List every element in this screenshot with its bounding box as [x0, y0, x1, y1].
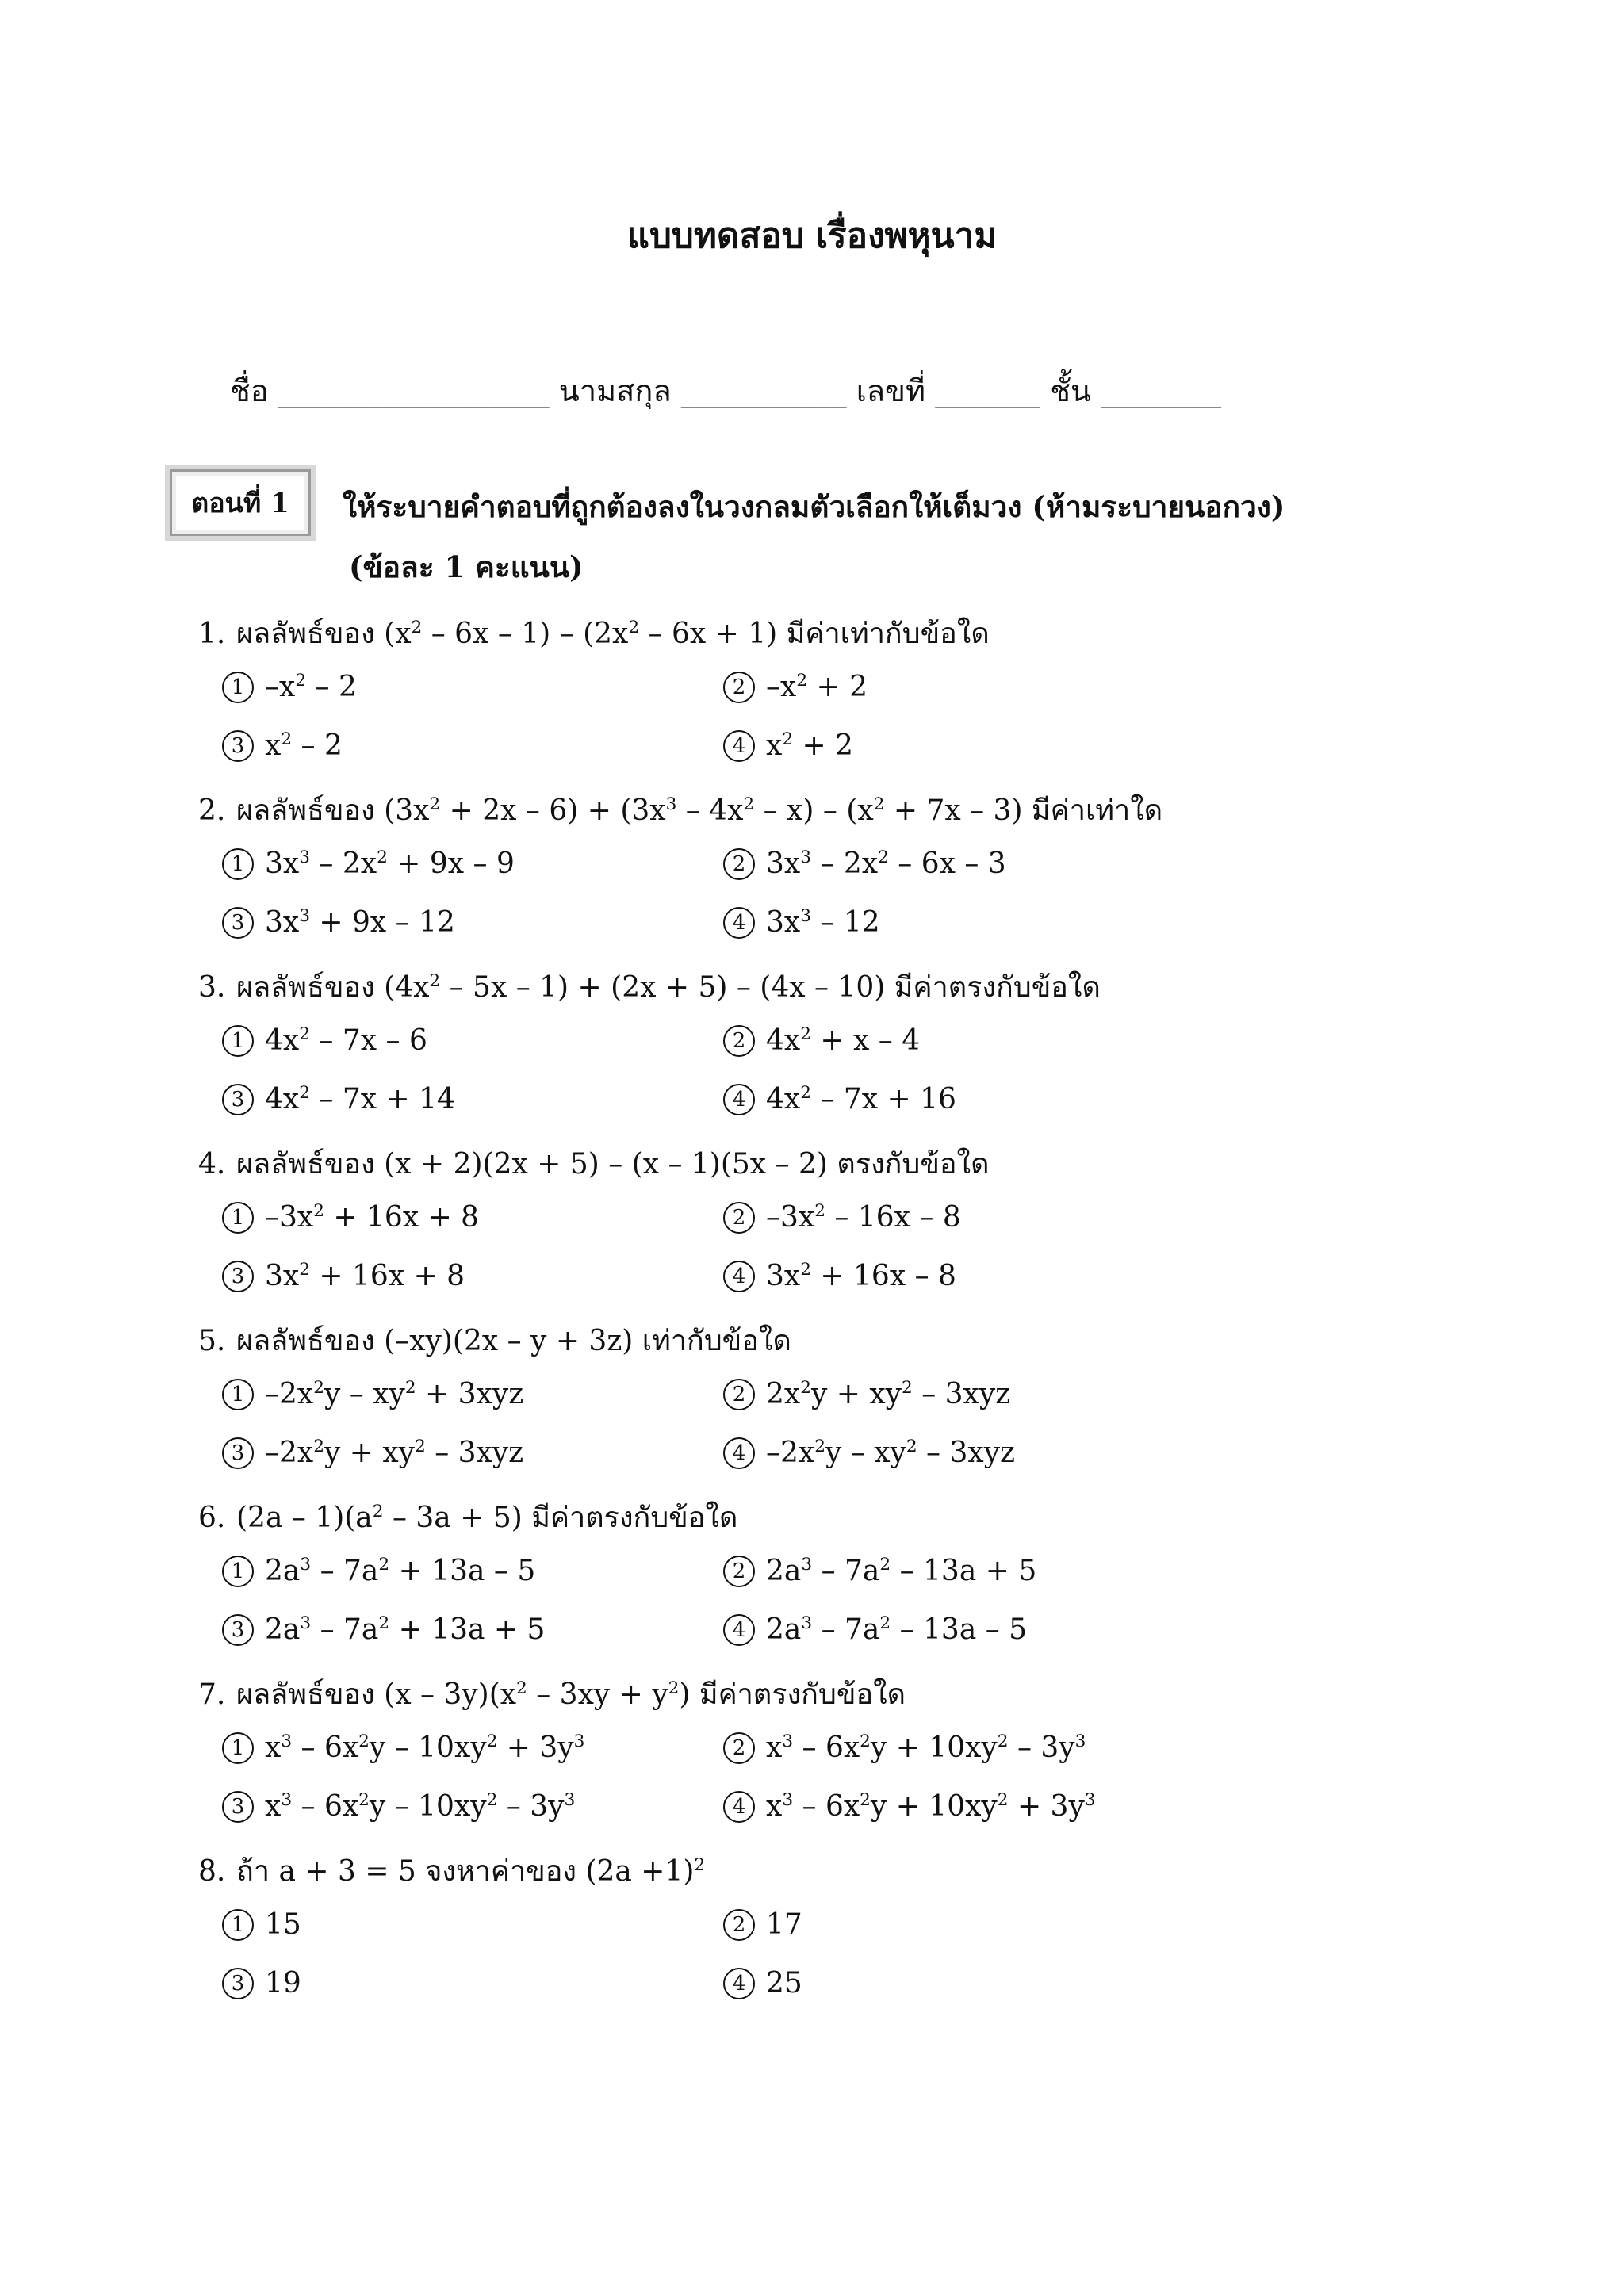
question-text: ผลลัพธ์ของ $(4x^2 - 5x - 1) + (2x + 5) - (4x - 10)$ มีค่าตรงกับข้อใด — [236, 971, 1101, 1004]
answer-bubble[interactable]: 2 — [723, 1732, 755, 1764]
choice-2-1[interactable] — [222, 848, 515, 880]
answer-bubble[interactable]: 1 — [222, 1202, 254, 1234]
answer-bubble[interactable]: 2 — [723, 1025, 755, 1057]
choice-1-4[interactable] — [723, 729, 853, 762]
choice-4-1[interactable] — [222, 1201, 479, 1234]
answer-bubble[interactable]: 1 — [222, 1025, 254, 1057]
choice-text: $-x^2 + 2$ — [766, 671, 868, 703]
choice-text: $2a^3 - 7a^2 + 13a + 5$ — [265, 1613, 546, 1646]
answer-bubble[interactable]: 2 — [723, 848, 755, 880]
choice-8-3[interactable] — [222, 1967, 301, 1999]
choice-text: $3x^3 - 2x^2 + 9x - 9$ — [265, 848, 515, 880]
choice-7-1[interactable] — [222, 1732, 584, 1764]
answer-bubble[interactable]: 2 — [723, 1379, 755, 1410]
choice-text: $4x^2 + x - 4$ — [766, 1024, 921, 1057]
answer-bubble[interactable]: 1 — [222, 1909, 254, 1941]
question-text: ถ้า a + 3 = 5 จงหาค่าของ $(2a +1)^2$ — [236, 1855, 706, 1888]
choice-text: $3x^2 + 16x + 8$ — [265, 1260, 465, 1292]
answer-bubble[interactable]: 2 — [723, 1556, 755, 1587]
choice-6-2[interactable] — [723, 1555, 1036, 1587]
answer-bubble[interactable]: 3 — [222, 730, 254, 762]
choice-text: $2x^2y + xy^2 - 3xyz$ — [766, 1378, 1011, 1410]
question-4 — [198, 1141, 990, 1186]
choice-1-2[interactable] — [723, 671, 868, 703]
choice-text: $4x^2 - 7x - 6$ — [265, 1024, 427, 1057]
choice-7-4[interactable] — [723, 1790, 1096, 1823]
choice-text: $-2x^2y + xy^2 - 3xyz$ — [265, 1437, 524, 1469]
choice-8-4[interactable] — [723, 1967, 802, 1999]
choice-text: 25 — [766, 1967, 802, 1999]
choice-text: $x^2 + 2$ — [766, 729, 854, 762]
choice-text: $3x^3 + 9x - 12$ — [265, 906, 455, 939]
answer-bubble[interactable]: 1 — [222, 672, 254, 703]
choice-text: $x^3 - 6x^2y + 10xy^2 + 3y^3$ — [766, 1790, 1096, 1823]
page-title: แบบทดสอบ เรื่องพหุนาม — [626, 216, 998, 256]
answer-bubble[interactable]: 3 — [222, 907, 254, 939]
choice-3-3[interactable] — [222, 1083, 455, 1115]
question-text: ผลลัพธ์ของ $(3x^2 + 2x - 6) + (3x^3 - 4x^2 - x) - (x^2 + 7x - 3)$ มีค่าเท่าใด — [236, 794, 1163, 827]
choice-text: $x^3 - 6x^2y + 10xy^2 - 3y^3$ — [766, 1732, 1086, 1764]
question-2 — [198, 787, 1162, 832]
answer-bubble[interactable]: 3 — [222, 1968, 254, 1999]
question-text: ผลลัพธ์ของ $(x - 3y)(x^2 - 3xy + y^2)$ มีค่าตรงกับข้อใด — [236, 1678, 906, 1711]
choice-4-2[interactable] — [723, 1201, 961, 1234]
answer-bubble[interactable]: 1 — [222, 1556, 254, 1587]
answer-bubble[interactable]: 3 — [222, 1614, 254, 1646]
choice-2-2[interactable] — [723, 848, 1006, 880]
question-6 — [198, 1494, 737, 1540]
choice-text: $x^2 - 2$ — [265, 729, 343, 762]
choice-2-4[interactable] — [723, 906, 880, 939]
choice-text: $2a^3 - 7a^2 - 13a - 5$ — [766, 1613, 1028, 1646]
answer-bubble[interactable]: 2 — [723, 1202, 755, 1234]
question-number: 1. — [198, 618, 226, 650]
question-8 — [198, 1848, 705, 1893]
choice-text: $4x^2 - 7x + 16$ — [766, 1083, 956, 1115]
choice-6-3[interactable] — [222, 1613, 545, 1646]
choice-3-2[interactable] — [723, 1024, 920, 1057]
choice-1-1[interactable] — [222, 671, 357, 703]
answer-bubble[interactable]: 4 — [723, 907, 755, 939]
question-number: 7. — [198, 1678, 226, 1711]
choice-text: $-2x^2y - xy^2 + 3xyz$ — [265, 1378, 524, 1410]
choice-6-4[interactable] — [723, 1613, 1027, 1646]
question-text: ผลลัพธ์ของ (–xy)(2x – y + 3z) เท่ากับข้อใด — [236, 1325, 791, 1357]
answer-bubble[interactable]: 4 — [723, 1791, 755, 1823]
section-label-box — [170, 469, 311, 536]
question-number: 2. — [198, 794, 226, 827]
answer-bubble[interactable]: 4 — [723, 1261, 755, 1292]
answer-bubble[interactable]: 4 — [723, 1614, 755, 1646]
choice-text: $-3x^2 + 16x + 8$ — [265, 1201, 480, 1234]
choice-1-3[interactable] — [222, 729, 343, 762]
section-label: ตอนที่ 1 — [191, 488, 289, 519]
choice-3-1[interactable] — [222, 1024, 427, 1057]
choice-8-2[interactable] — [723, 1908, 802, 1941]
question-7 — [198, 1671, 906, 1716]
answer-bubble[interactable]: 1 — [222, 848, 254, 880]
question-number: 3. — [198, 971, 226, 1004]
choice-text: $-3x^2 - 16x - 8$ — [766, 1201, 961, 1234]
answer-bubble[interactable]: 2 — [723, 1909, 755, 1941]
answer-bubble[interactable]: 4 — [723, 730, 755, 762]
choice-3-4[interactable] — [723, 1083, 956, 1115]
answer-bubble[interactable]: 4 — [723, 1437, 755, 1469]
answer-bubble[interactable]: 3 — [222, 1791, 254, 1823]
instruction-line-2: (ข้อละ 1 คะแนน) — [349, 549, 584, 584]
answer-bubble[interactable]: 3 — [222, 1261, 254, 1292]
choice-text: $2a^3 - 7a^2 - 13a + 5$ — [766, 1555, 1037, 1587]
answer-bubble[interactable]: 4 — [723, 1968, 755, 1999]
choice-text: $-2x^2y - xy^2 - 3xyz$ — [766, 1437, 1015, 1469]
choice-4-4[interactable] — [723, 1260, 956, 1292]
answer-bubble[interactable]: 1 — [222, 1379, 254, 1410]
instruction-line-1: ให้ระบายคำตอบที่ถูกต้องลงในวงกลมตัวเลือกให้เต็มวง (ห้ามระบายนอกวง) — [343, 489, 1285, 524]
choice-text: $2a^3 - 7a^2 + 13a - 5$ — [265, 1555, 536, 1587]
question-3 — [198, 964, 1101, 1009]
choice-text: 19 — [265, 1967, 301, 1999]
question-text: ผลลัพธ์ของ (x + 2)(2x + 5) – (x – 1)(5x – 2) ตรงกับข้อใด — [236, 1148, 990, 1181]
question-number: 6. — [198, 1502, 226, 1534]
choice-6-1[interactable] — [222, 1555, 535, 1587]
choice-text: $-x^2 - 2$ — [265, 671, 357, 703]
question-number: 4. — [198, 1148, 226, 1181]
choice-text: 15 — [265, 1908, 301, 1941]
choice-5-2[interactable] — [723, 1378, 1010, 1410]
choice-7-2[interactable] — [723, 1732, 1086, 1764]
choice-text: 17 — [766, 1908, 802, 1941]
student-info-row: ชื่อ __________________ นามสกุล ___________ เลขที่ _______ ชั้น ________ — [230, 373, 1222, 408]
choice-4-3[interactable] — [222, 1260, 465, 1292]
question-number: 5. — [198, 1325, 226, 1357]
question-text: ผลลัพธ์ของ $(x^2 - 6x - 1) - (2x^2 - 6x + 1)$ มีค่าเท่ากับข้อใด — [236, 618, 990, 650]
choice-text: $4x^2 - 7x + 14$ — [265, 1083, 455, 1115]
answer-bubble[interactable]: 3 — [222, 1437, 254, 1469]
choice-text: $3x^2 + 16x - 8$ — [766, 1260, 956, 1292]
question-5 — [198, 1318, 791, 1363]
answer-bubble[interactable]: 2 — [723, 672, 755, 703]
choice-2-3[interactable] — [222, 906, 455, 939]
question-number: 8. — [198, 1855, 226, 1888]
choice-text: $x^3 - 6x^2y - 10xy^2 - 3y^3$ — [265, 1790, 576, 1823]
answer-bubble[interactable]: 1 — [222, 1732, 254, 1764]
answer-bubble[interactable]: 4 — [723, 1084, 755, 1115]
choice-7-3[interactable] — [222, 1790, 575, 1823]
choice-5-1[interactable] — [222, 1378, 523, 1410]
question-1 — [198, 610, 990, 656]
choice-text: $x^3 - 6x^2y - 10xy^2 + 3y^3$ — [265, 1732, 585, 1764]
choice-8-1[interactable] — [222, 1908, 301, 1941]
choice-text: $3x^3 - 12$ — [766, 906, 880, 939]
question-text: $(2a - 1)(a^2 - 3a + 5)$ มีค่าตรงกับข้อใด — [236, 1502, 738, 1534]
choice-5-3[interactable] — [222, 1437, 523, 1469]
answer-bubble[interactable]: 3 — [222, 1084, 254, 1115]
choice-text: $3x^3 - 2x^2 - 6x - 3$ — [766, 848, 1006, 880]
choice-5-4[interactable] — [723, 1437, 1015, 1469]
